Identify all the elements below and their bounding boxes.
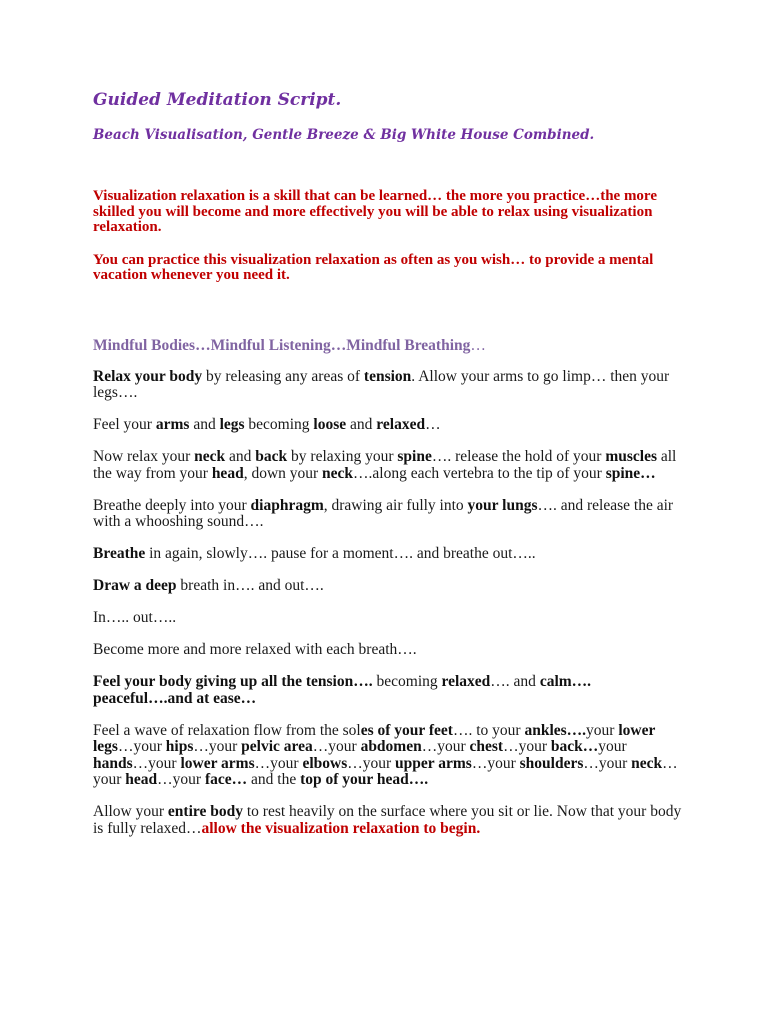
script-paragraph [93,578,683,595]
paragraph-text: …your [583,754,632,772]
emphasized-text: lower arms [180,754,255,772]
paragraph-text: , drawing air fully into [323,496,468,514]
script-paragraph [93,417,683,434]
emphasized-text: chest [469,738,504,755]
paragraph-text: and [225,448,256,465]
paragraph-text: Allow your [93,803,168,820]
emphasized-text: loose [313,416,347,433]
paragraph-text: . Allow your arms to go limp… then your legs…. [93,367,670,401]
paragraph-text: by relaxing your [287,448,398,465]
paragraph-text: Feel your [93,416,156,433]
section-heading-ellipsis: … [470,336,486,354]
paragraph-text: … your [93,754,678,788]
emphasized-text: ankles…. [524,721,587,739]
paragraph-text: Breathe deeply into your [93,496,251,514]
paragraph-text: …. to your [452,721,525,739]
emphasized-text: relaxed [376,416,426,433]
script-paragraph [93,723,683,789]
document-title: Guided Meditation Script. [93,90,342,110]
paragraph-text: , down your [243,464,323,482]
emphasized-text: lower legs [93,721,656,755]
paragraph-text: In….. out….. [93,609,177,626]
emphasized-text: Relax your body [93,367,203,385]
paragraph-text: …your [471,754,520,772]
script-paragraph [93,449,683,482]
script-paragraph [93,498,683,531]
paragraph-text: Become more and more relaxed with each breath…. [93,641,417,658]
script-paragraph [93,369,683,402]
paragraph-text: …. and [490,673,540,690]
highlighted-text: allow the visualization relaxation to begin. [201,819,481,837]
paragraph-text: and the [247,771,301,788]
paragraph-text: …your [312,738,361,755]
emphasized-text: back… [550,738,599,755]
emphasized-text: head [211,464,244,482]
emphasized-text: shoulders [519,754,584,772]
paragraph-text: …your [132,754,181,772]
paragraph-text: and [346,416,377,433]
paragraph-text: …. release the hold of your [431,448,606,465]
emphasized-text: neck [194,448,226,465]
script-paragraph [93,674,683,707]
paragraph-text: …your [157,771,205,788]
section-heading-text: Mindful Bodies…Mindful Listening…Mindful Breathing [93,336,471,354]
intro-paragraph: Visualization relaxation is a skill that can be learned… the more you practice…the more skilled you will become and more effectively you will be able to relax using visualization relaxation. [93,188,657,235]
intro-paragraph: You can practice this visualization relaxation as often as you wish… to provide a mental vacation whenever you need it. [93,251,654,283]
document-subtitle: Beach Visualisation, Gentle Breeze & Big White House Combined. [93,127,595,143]
paragraph-text: Feel a wave of relaxation flow from the sol [93,721,361,739]
paragraph-text: all the way from your [93,448,677,482]
emphasized-text: back [255,448,288,465]
paragraph-text: Now relax your [93,448,195,465]
paragraph-text: …your [347,754,396,772]
emphasized-text: tension [363,367,412,385]
script-paragraph [93,804,683,837]
emphasized-text: diaphragm [250,496,324,514]
paragraph-text: to rest heavily on the surface where you sit or lie. Now that your body is fully relaxed… [93,803,682,837]
paragraph-text: and [189,416,220,433]
section-heading [93,336,683,356]
emphasized-text: head [125,771,158,788]
paragraph-text: becoming [244,416,314,433]
script-paragraph [93,610,683,627]
emphasized-text: hips [165,738,194,755]
emphasized-text: Draw a deep [93,577,177,594]
emphasized-text: arms [155,416,190,433]
emphasized-text: entire body [167,803,243,820]
emphasized-text: neck [322,464,354,482]
emphasized-text: muscles [605,448,657,465]
emphasized-text: face… [204,771,248,788]
script-paragraph [93,546,683,563]
paragraph-text: becoming [372,673,442,690]
script-body [93,369,683,838]
paragraph-text: …your [193,738,242,755]
paragraph-text: …your [254,754,303,772]
paragraph-text: …your [503,738,551,755]
paragraph-text: in again, slowly…. pause for a moment…. and breathe out….. [145,545,536,562]
paragraph-text: … [425,416,441,433]
emphasized-text: legs [219,416,245,433]
emphasized-text: top of your head…. [300,771,429,788]
emphasized-text: upper arms [395,754,472,772]
document-content [93,84,683,837]
paragraph-text: ….along each vertebra to the tip of your [353,464,606,482]
emphasized-text: relaxed [441,673,491,690]
paragraph-text: your [586,721,619,739]
paragraph-text: your [598,738,627,755]
paragraph-text: …your [117,738,166,755]
emphasized-text: spine [397,448,432,465]
emphasized-text: elbows [302,754,348,772]
emphasized-text: es of your feet [360,721,453,739]
paragraph-text: …your [421,738,470,755]
emphasized-text: your lungs [467,496,538,514]
emphasized-text: abdomen [360,738,422,755]
emphasized-text: spine… [605,464,656,482]
emphasized-text: calm…. peaceful….and at ease… [93,673,592,707]
emphasized-text: hands [93,754,133,772]
paragraph-text: by releasing any areas of [202,367,364,385]
emphasized-text: neck [631,754,663,772]
paragraph-text: breath in…. and out…. [176,577,324,594]
emphasized-text: pelvic area [241,738,313,755]
emphasized-text: Breathe [93,545,146,562]
emphasized-text: Feel your body giving up all the tension…. [93,673,373,690]
script-paragraph [93,642,683,659]
paragraph-text: …. and release the air with a whooshing sound…. [93,496,674,530]
